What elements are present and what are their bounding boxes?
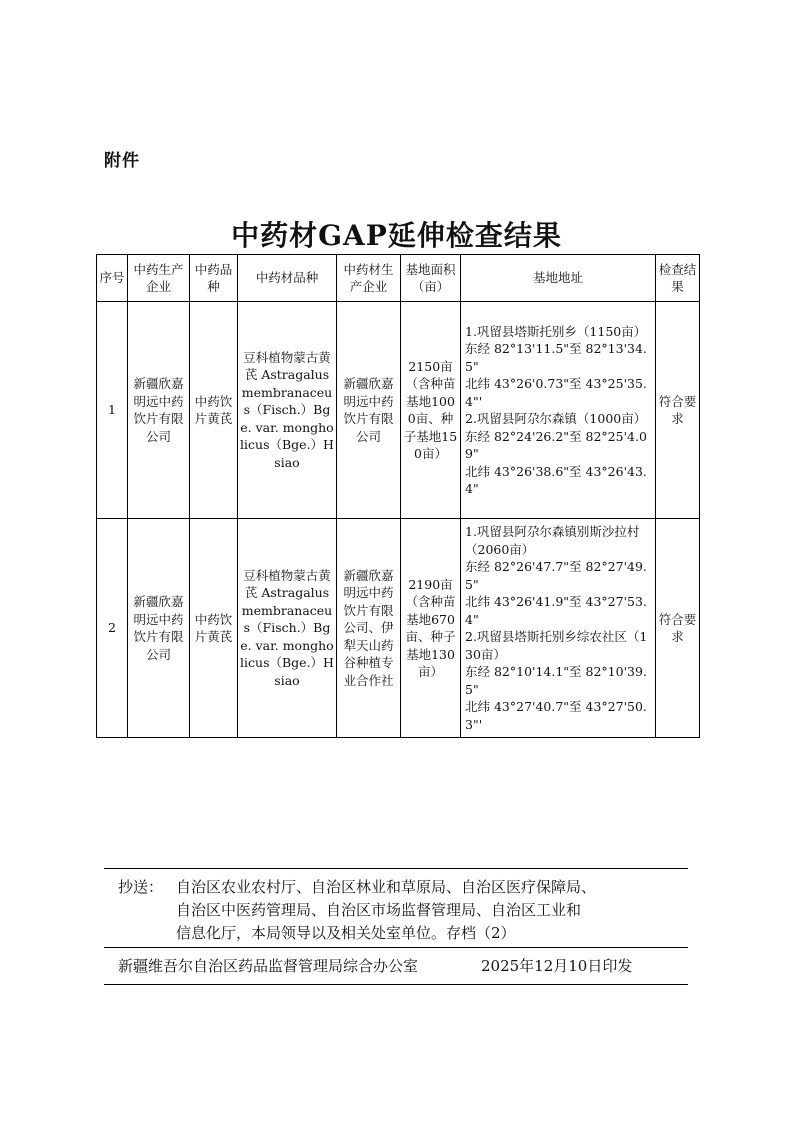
cell-producer: 新疆欣嘉明远中药饮片有限公司 [337, 302, 401, 519]
cell-enterprise: 新疆欣嘉明远中药饮片有限公司 [128, 519, 190, 738]
table-header-row [97, 255, 700, 302]
cell-variety: 中药饮片黄芪 [190, 519, 238, 738]
header-result: 检查结果 [656, 255, 700, 302]
header-enterprise: 中药生产企业 [128, 255, 190, 302]
cell-result: 符合要求 [656, 302, 700, 519]
cell-no: 1 [97, 302, 128, 519]
cell-enterprise: 新疆欣嘉明远中药饮片有限公司 [128, 302, 190, 519]
header-no: 序号 [97, 255, 128, 302]
header-address: 基地地址 [461, 255, 656, 302]
issue-date: 2025年12月10日印发 [481, 957, 633, 975]
cell-address: 1.巩留县塔斯托别乡（1150亩） 东经 82°13'11.5"至 82°13'34.5" 北纬 43°26'0.73"至 43°25'35.4"' 2.巩留县阿尕尔森镇（1000亩） 东经 82°24'26.2"至 82°25'4.09" 北纬 43°26'38.6"至 43°26'43.4" [461, 302, 656, 519]
table-row [97, 519, 700, 738]
cc-line: 自治区农业农村厅、自治区林业和草原局、自治区医疗保障局、 [176, 878, 597, 896]
attachment-label: 附件 [104, 151, 140, 171]
footer-bottom-rule [104, 984, 688, 985]
cc-label: 抄送： [118, 878, 164, 896]
footer-middle-rule [104, 947, 688, 948]
cell-result: 符合要求 [656, 519, 700, 738]
cell-address: 1.巩留县阿尕尔森镇别斯沙拉村（2060亩） 东经 82°26'47.7"至 82°27'49.5" 北纬 43°26'41.9"至 43°27'53.4" 2.巩留县塔斯托别乡综农社区（130亩） 东经 82°10'14.1"至 82°10'39.5" 北纬 43°27'40.7"至 43°27'50.3"' [461, 519, 656, 738]
page-title: 中药材GAP延伸检查结果 [231, 219, 562, 252]
header-variety: 中药品种 [190, 255, 238, 302]
cell-area: 2150亩（含种苗基地1000亩、种子基地150亩） [401, 302, 461, 519]
cc-line: 自治区中医药管理局、自治区市场监督管理局、自治区工业和 [176, 901, 582, 919]
cc-block [118, 876, 684, 945]
table-row [97, 302, 700, 519]
header-producer: 中药材生产企业 [337, 255, 401, 302]
results-table [96, 254, 700, 738]
cell-herb: 豆科植物蒙古黄芪 Astragalus membranaceus（Fisch.）Bge. var. mongholicus（Bge.）Hsiao [238, 302, 337, 519]
cell-no: 2 [97, 519, 128, 738]
footer-top-rule [104, 868, 688, 869]
cell-variety: 中药饮片黄芪 [190, 302, 238, 519]
header-area: 基地面积（亩） [401, 255, 461, 302]
issuer-office: 新疆维吾尔自治区药品监督管理局综合办公室 [118, 957, 419, 975]
cell-producer: 新疆欣嘉明远中药饮片有限公司、伊犁天山药谷种植专业合作社 [337, 519, 401, 738]
cell-area: 2190亩（含种苗基地670亩、种子基地130亩） [401, 519, 461, 738]
cell-herb: 豆科植物蒙古黄芪 Astragalus membranaceus（Fisch.）Bge. var. mongholicus（Bge.）Hsiao [238, 519, 337, 738]
header-herb: 中药材品种 [238, 255, 337, 302]
cc-line: 信息化厅，本局领导以及相关处室单位。存档（2） [176, 924, 516, 942]
